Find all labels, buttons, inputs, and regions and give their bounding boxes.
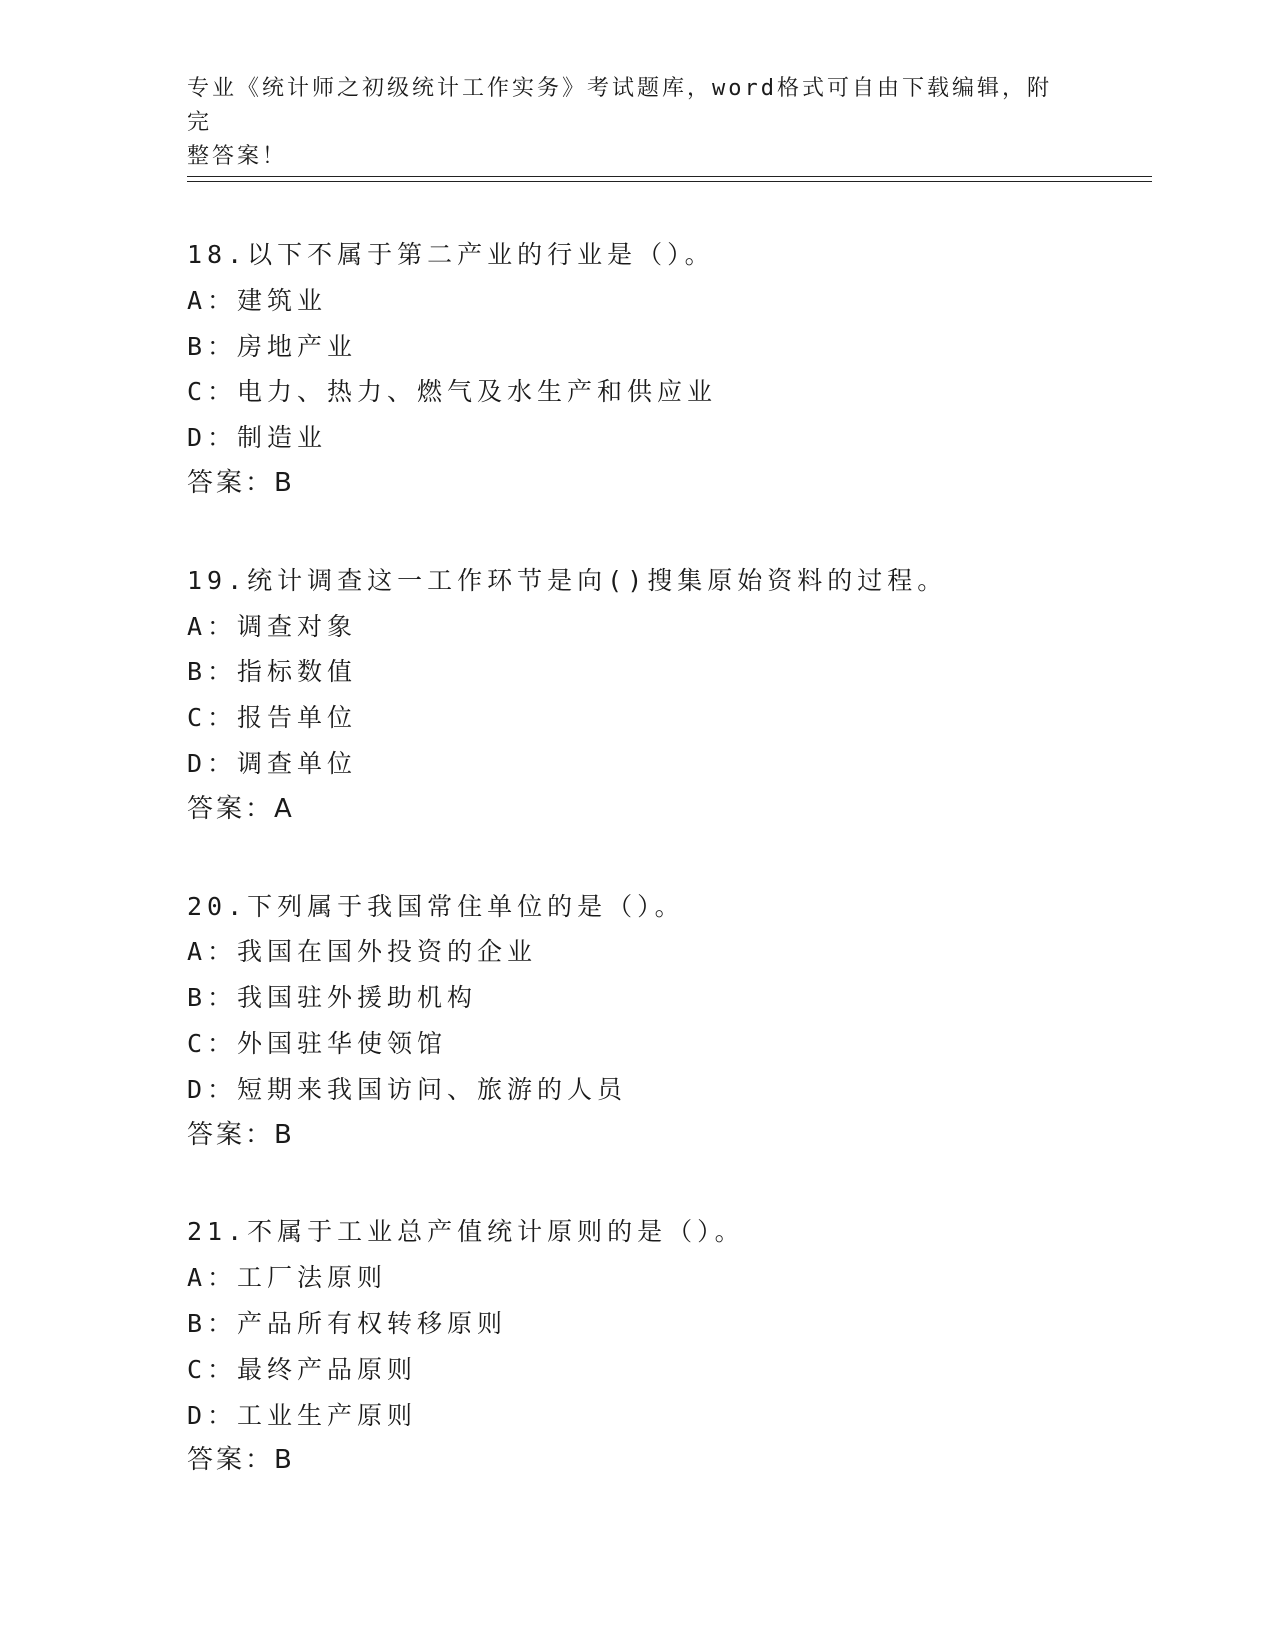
option-d: D：制造业	[187, 423, 328, 453]
option-a: A：调查对象	[187, 611, 358, 641]
option-b: B：指标数值	[187, 657, 358, 687]
header-divider-top	[187, 176, 1152, 177]
option-d: D：工业生产原则	[187, 1400, 418, 1430]
answer-line: 答案：B	[187, 467, 295, 498]
question-stem: 19.统计调查这一工作环节是向()搜集原始资料的过程。	[187, 565, 948, 595]
option-c: C：报告单位	[187, 703, 358, 733]
header-text-line-2: 整答案！	[187, 144, 288, 169]
option-c: C：电力、热力、燃气及水生产和供应业	[187, 377, 718, 407]
option-b: B：房地产业	[187, 331, 358, 361]
answer-line: 答案：B	[187, 1445, 295, 1476]
option-d: D：短期来我国访问、旅游的人员	[187, 1074, 628, 1104]
option-c: C：最终产品原则	[187, 1354, 418, 1384]
option-a: A：我国在国外投资的企业	[187, 937, 538, 967]
option-a: A：建筑业	[187, 285, 328, 315]
option-b: B：我国驻外援助机构	[187, 983, 478, 1013]
option-b: B：产品所有权转移原则	[187, 1308, 508, 1338]
question-list	[187, 232, 1147, 1535]
question-21	[187, 1209, 1147, 1484]
question-stem: 21.不属于工业总产值统计原则的是（）。	[187, 1217, 745, 1247]
option-d: D：调查单位	[187, 748, 358, 778]
option-a: A：工厂法原则	[187, 1263, 388, 1293]
question-19	[187, 558, 1147, 833]
document-header	[187, 72, 1067, 174]
header-text-line-1: 专业《统计师之初级统计工作实务》考试题库，word格式可自由下载编辑，附完	[187, 76, 1052, 135]
question-stem: 20.下列属于我国常住单位的是（）。	[187, 891, 685, 921]
answer-line: 答案：B	[187, 1119, 295, 1150]
question-stem: 18.以下不属于第二产业的行业是（）。	[187, 240, 715, 269]
answer-line: 答案：A	[187, 793, 295, 824]
question-18	[187, 232, 1147, 507]
header-divider-bottom	[187, 181, 1152, 182]
option-c: C：外国驻华使领馆	[187, 1028, 448, 1058]
question-20	[187, 884, 1147, 1159]
